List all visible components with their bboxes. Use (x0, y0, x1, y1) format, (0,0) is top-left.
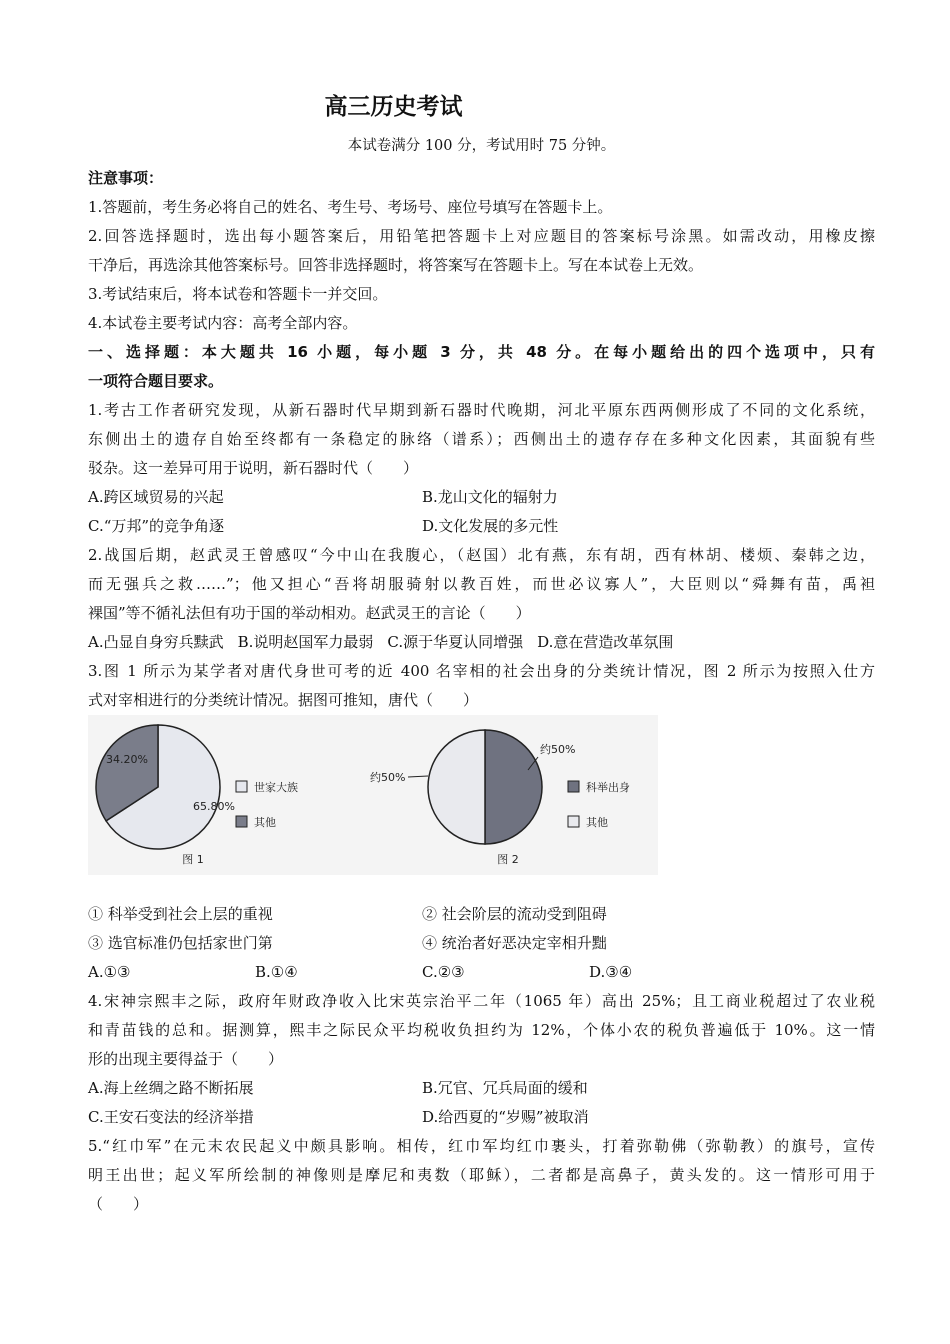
notice-heading: 注意事项： (88, 169, 164, 187)
q3-option-a: A.①③ (88, 963, 131, 981)
pie-2-legend-label: 科举出身 (586, 781, 630, 794)
q1-option-a: A.跨区域贸易的兴起 (88, 488, 224, 506)
pie-2-legend-label: 其他 (586, 816, 608, 829)
pie-2-legend-swatch (568, 781, 579, 792)
exam-body (88, 164, 875, 1219)
pie-charts-figure (88, 715, 875, 890)
question-1-stem: 东侧出土的遗存自始至终都有一条稳定的脉络（谱系）；西侧出土的遗存存在多种文化因素，其面貌有些 (88, 430, 875, 448)
q3-statement-4: ④ 统治者好恶决定宰相升黜 (422, 934, 607, 952)
pie-1-legend-swatch (236, 781, 247, 792)
question-2-stem: 裸国”等不循礼法但有功于国的举动相劝。赵武灵王的言论（ ） (88, 604, 531, 622)
section-heading: 一项符合题目要求。 (88, 372, 224, 390)
q2-option-b: B.说明赵国军力最弱 (237, 633, 374, 651)
question-5-stem: 5.“红巾军”在元末农民起义中颇具影响。相传，红巾军均红巾裹头，打着弥勒佛（弥勒教）的旗号，宣传 (88, 1137, 875, 1155)
q3-option-b: B.①④ (255, 963, 298, 981)
pie-2-legend-swatch (568, 816, 579, 827)
section-heading: 一、选择题：本大题共 16 小题，每小题 3 分，共 48 分。在每小题给出的四个选项中，只有 (88, 343, 875, 361)
pie-1-title: 图 1 (182, 853, 204, 866)
q3-statement-1: ① 科举受到社会上层的重视 (88, 905, 273, 923)
q3-option-c: C.②③ (422, 963, 465, 981)
pie-2-data-label: 约50% (370, 771, 406, 784)
pie-1-legend-label: 世家大族 (254, 781, 298, 794)
pie-2-title: 图 2 (497, 853, 519, 866)
q2-option-d: D.意在营造改革氛围 (537, 633, 674, 651)
question-4-stem: 4.宋神宗熙丰之际，政府年财政净收入比宋英宗治平二年（1065 年）高出 25%；且工商业税超过了农业税 (88, 992, 875, 1010)
q1-option-d: D.文化发展的多元性 (422, 517, 559, 535)
pie-1-data-label: 65.80% (193, 800, 235, 813)
q2-option-a: A.凸显自身穷兵黩武 (88, 633, 224, 651)
notice-item: 干净后，再选涂其他答案标号。回答非选择题时，将答案写在答题卡上。写在本试卷上无效。 (88, 256, 704, 274)
question-2-stem: 2.战国后期，赵武灵王曾感叹“今中山在我腹心，（赵国）北有燕，东有胡，西有林胡、楼烦、秦韩之边， (88, 546, 875, 564)
notice-item: 1.答题前，考生务必将自己的姓名、考生号、考场号、座位号填写在答题卡上。 (88, 198, 613, 216)
notice-item: 4.本试卷主要考试内容：高考全部内容。 (88, 314, 358, 332)
question-2-stem: 而无强兵之救……”；他又担心“吾将胡服骑射以教百姓，而世必议寡人”，大臣则以“舜舞有苗，禹袒 (88, 575, 875, 593)
q4-option-a: A.海上丝绸之路不断拓展 (88, 1079, 254, 1097)
q4-option-c: C.王安石变法的经济举措 (88, 1108, 254, 1126)
q2-option-c: C.源于华夏认同增强 (387, 633, 524, 651)
page-title: 高三历史考试 (324, 94, 463, 120)
question-1-stem: 1.考古工作者研究发现，从新石器时代早期到新石器时代晚期，河北平原东西两侧形成了不同的文化系统， (88, 401, 875, 419)
q4-option-b: B.冗官、冗兵局面的缓和 (422, 1079, 588, 1097)
question-1-stem: 驳杂。这一差异可用于说明，新石器时代（ ） (88, 459, 419, 477)
question-4-stem: 和青苗钱的总和。据测算，熙丰之际民众平均税收负担约为 12%，个体小农的税负普遍低于 10%。这一情 (88, 1021, 875, 1039)
question-5-stem: （ ） (88, 1195, 149, 1213)
exam-subtitle: 本试卷满分 100 分，考试用时 75 分钟。 (347, 138, 616, 154)
pie-1-legend-label: 其他 (254, 816, 276, 829)
q3-statement-3: ③ 选官标准仍包括家世门第 (88, 934, 273, 952)
question-3-stem: 式对宰相进行的分类统计情况。据图可推知，唐代（ ） (88, 691, 479, 709)
pie-1-legend-swatch (236, 816, 247, 827)
pie-2-data-label: 约50% (540, 743, 576, 756)
notice-item: 3.考试结束后，将本试卷和答题卡一并交回。 (88, 285, 388, 303)
question-3-stem: 3.图 1 所示为某学者对唐代身世可考的近 400 名宰相的社会出身的分类统计情况，图 2 所示为按照入仕方 (88, 662, 875, 680)
q1-option-b: B.龙山文化的辐射力 (422, 488, 558, 506)
pie-charts-svg (88, 715, 658, 875)
q4-option-d: D.给西夏的“岁赐”被取消 (422, 1108, 589, 1126)
q3-option-d: D.③④ (589, 963, 633, 981)
pie-1-data-label: 34.20% (106, 753, 148, 766)
q1-option-c: C.“万邦”的竞争角逐 (88, 517, 225, 535)
notice-item: 2.回答选择题时，选出每小题答案后，用铅笔把答题卡上对应题目的答案标号涂黑。如需改动，用橡皮擦 (88, 227, 875, 245)
question-4-stem: 形的出现主要得益于（ ） (88, 1050, 284, 1068)
question-5-stem: 明王出世；起义军所绘制的神像则是摩尼和夷数（耶稣），二者都是高鼻子，黄头发的。这一情形可用于 (88, 1166, 875, 1184)
q3-statement-2: ② 社会阶层的流动受到阻碍 (422, 905, 607, 923)
